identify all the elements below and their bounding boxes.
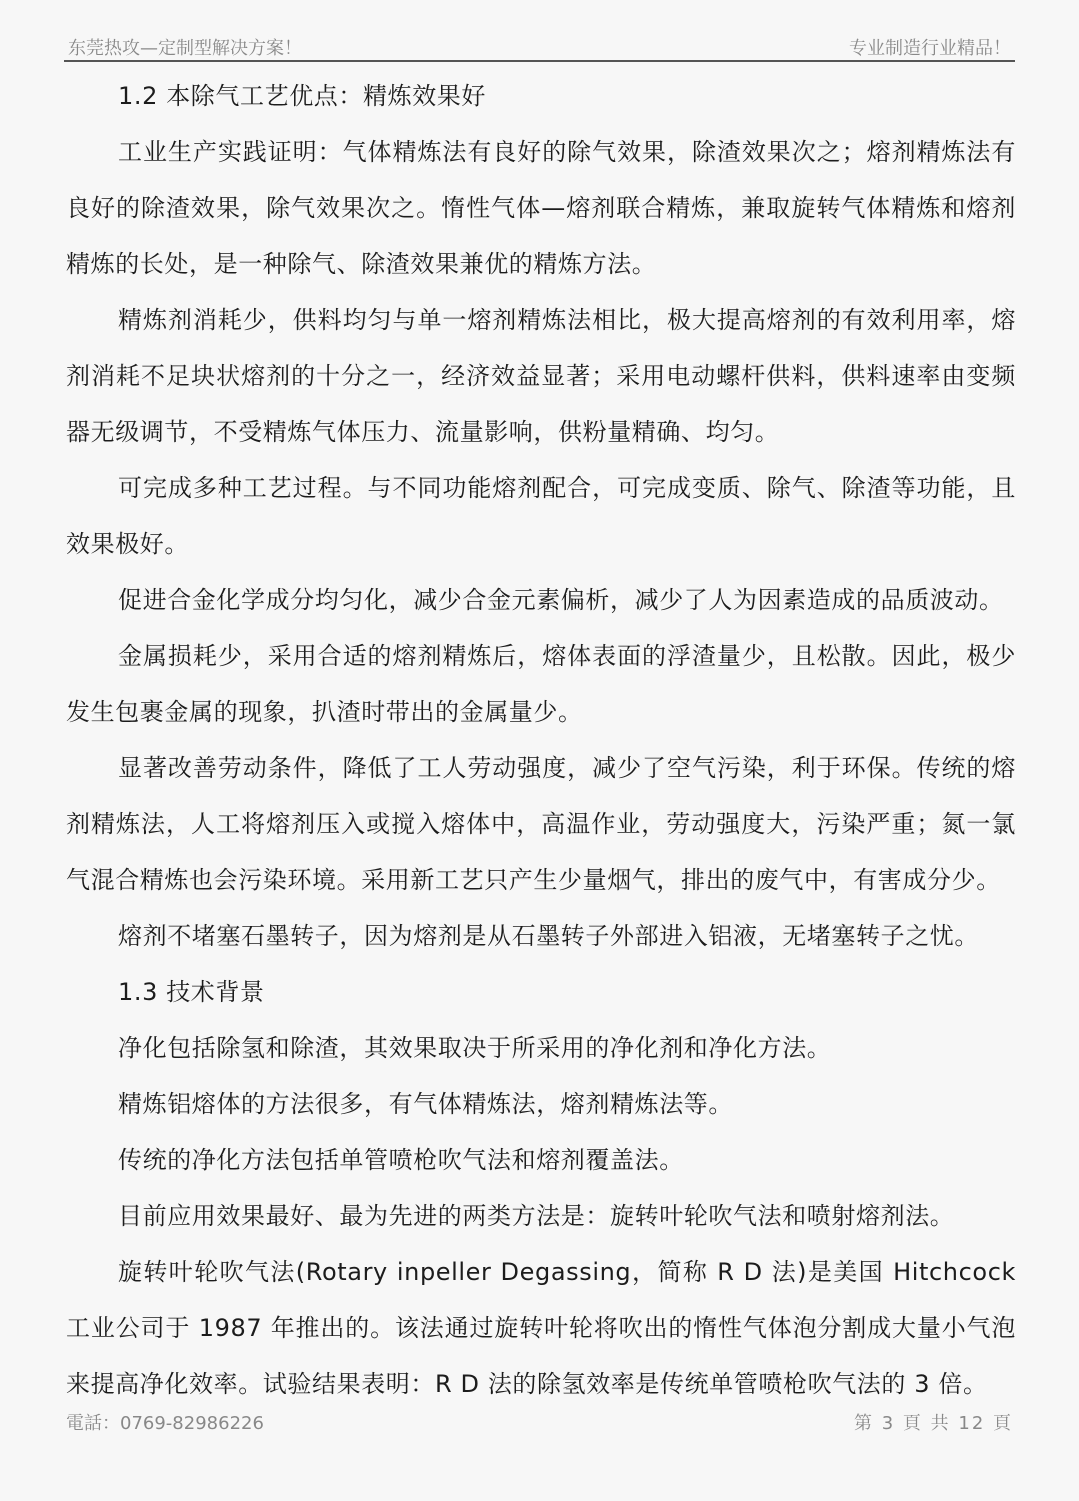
paragraph: 旋转叶轮吹气法(Rotary inpeller Degassing，简称 R D 法)是美国 Hitchcock 工业公司于 1987 年推出的。该法通过旋转叶轮将吹出的惰性气体泡分割成大量小气泡来提高净化效率。试验结果表明：R D 法的除氢效率是传统单管喷枪吹气法的 3 倍。 [66,1258,1016,1398]
paragraph: 精炼剂消耗少，供料均匀与单一熔剂精炼法相比，极大提高熔剂的有效利用率，熔剂消耗不足块状熔剂的十分之一，经济效益显著；采用电动螺杆供料，供料速率由变频器无级调节，不受精炼气体压力、流量影响，供粉量精确、均匀。 [66,306,1016,446]
paragraph: 金属损耗少，采用合适的熔剂精炼后，熔体表面的浮渣量少，且松散。因此，极少发生包裹金属的现象，扒渣时带出的金属量少。 [66,642,1016,726]
section-heading-1-3: 1.3 技术背景 [118,978,265,1006]
footer-phone: 電話：0769-82986226 [66,1413,264,1434]
page-header [64,34,1015,62]
paragraph: 可完成多种工艺过程。与不同功能熔剂配合，可完成变质、除气、除渣等功能，且效果极好。 [66,474,1016,558]
header-company-slogan: 东莞热攻—定制型解决方案！ [68,38,302,59]
section-heading-1-2: 1.2 本除气工艺优点：精炼效果好 [118,82,486,110]
paragraph: 工业生产实践证明：气体精炼法有良好的除气效果，除渣效果次之；熔剂精炼法有良好的除渣效果，除气效果次之。惰性气体—熔剂联合精炼，兼取旋转气体精炼和熔剂精炼的长处，是一种除气、除渣效果兼优的精炼方法。 [66,138,1016,278]
paragraph: 熔剂不堵塞石墨转子，因为熔剂是从石墨转子外部进入铝液，无堵塞转子之忧。 [118,922,979,950]
paragraph: 促进合金化学成分均匀化，减少合金元素偏析，减少了人为因素造成的品质波动。 [118,586,1004,614]
paragraph: 精炼铝熔体的方法很多，有气体精炼法，熔剂精炼法等。 [118,1090,733,1118]
paragraph: 显著改善劳动条件，降低了工人劳动强度，减少了空气污染，利于环保。传统的熔剂精炼法，人工将熔剂压入或搅入熔体中，高温作业，劳动强度大，污染严重；氮一氯气混合精炼也会污染环境。采用新工艺只产生少量烟气，排出的废气中，有害成分少。 [66,754,1016,894]
footer-page-number: 第 3 頁 共 12 頁 [854,1413,1013,1434]
paragraph: 净化包括除氢和除渣，其效果取决于所采用的净化剂和净化方法。 [118,1034,832,1062]
header-tagline: 专业制造行业精品！ [849,38,1011,59]
page-footer [66,1409,1013,1439]
paragraph: 目前应用效果最好、最为先进的两类方法是：旋转叶轮吹气法和喷射熔剂法。 [118,1202,955,1230]
document-body [66,68,1016,1412]
paragraph: 传统的净化方法包括单管喷枪吹气法和熔剂覆盖法。 [118,1146,684,1174]
